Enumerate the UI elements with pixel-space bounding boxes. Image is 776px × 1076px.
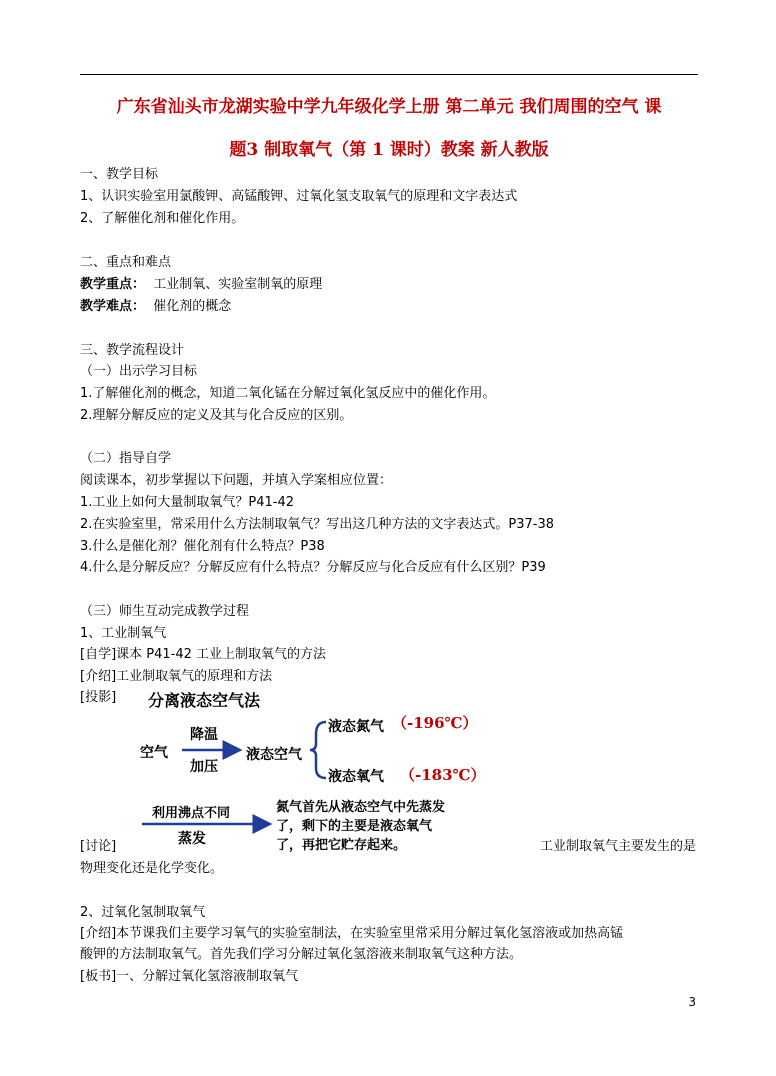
document-title-line1: 广东省汕头市龙湖实验中学九年级化学上册 第二单元 我们周围的空气 课: [116, 97, 662, 117]
liquid-oxygen-label: 液态氧气: [328, 769, 384, 785]
section1-heading: 一、教学目标: [80, 167, 159, 182]
section2-heading: 二、重点和难点: [80, 255, 172, 270]
part2-intro: 阅读课本，初步掌握以下问题，并填入学案相应位置：: [80, 473, 393, 488]
question-item-3: 3.什么是催化剂？催化剂有什么特点？P38: [80, 539, 325, 554]
document-title-line2: 题3 制取氧气（第 1 课时）教案 新人教版: [229, 140, 549, 160]
question-item-4: 4.什么是分解反应？分解反应有什么特点？分解反应与化合反应有什么区别？P39: [80, 560, 546, 575]
part3-sub1: 1、工业制氧气: [80, 626, 167, 641]
liquid-nitrogen-label: 液态氮气: [328, 719, 384, 735]
evaporate-label: 蒸发: [178, 831, 206, 847]
use-boiling-point-label: 利用沸点不同: [152, 806, 231, 821]
intro-line: [介绍]工业制取氧气的原理和方法: [80, 669, 273, 684]
diagram-title: 分离液态空气法: [148, 691, 261, 710]
pressurize-label: 加压: [190, 759, 218, 775]
key-point-row: [80, 276, 322, 294]
goal-item-1: 1.了解催化剂的概念，知道二氧化锰在分解过氧化氢反应中的催化作用。: [80, 386, 496, 401]
header-rule: [80, 74, 698, 75]
goal-item-2: 2.理解分解反应的定义及其与化合反应的区别。: [80, 408, 353, 423]
explanation-text: [276, 798, 445, 855]
explanation-line-3: 了，再把它贮存起来。: [276, 838, 407, 853]
objective-item-1: 1、认识实验室用氯酸钾、高锰酸钾、过氧化氢支取氧气的原理和文字表达式: [80, 189, 518, 204]
explanation-line-2: 了，剩下的主要是液态氧气: [276, 819, 433, 834]
board-line: [板书]一、分解过氧化氢溶液制取氧气: [80, 969, 299, 984]
discussion-tail: 工业制取氧气主要发生的是: [539, 839, 696, 854]
intro2-line2: 酸钾的方法制取氧气。首先我们学习分解过氧化氢溶液来制取氧气这种方法。: [80, 947, 523, 962]
nitrogen-temperature: （-196℃）: [392, 714, 478, 732]
split-brace: [310, 722, 326, 778]
part1-heading: （一）出示学习目标: [80, 364, 198, 379]
objective-item-2: 2、了解催化剂和催化作用。: [80, 211, 245, 226]
intro2-line1: [介绍]本节课我们主要学习氧气的实验室制法，在实验室里常采用分解过氧化氢溶液或加热高锰: [80, 926, 624, 941]
section3-heading: 三、教学流程设计: [80, 343, 185, 358]
cool-label: 降温: [190, 727, 218, 743]
oxygen-temperature: （-183℃）: [400, 766, 486, 784]
question-item-1: 1.工业上如何大量制取氧气？P41-42: [80, 495, 295, 510]
page-number: 3: [688, 995, 696, 1009]
difficulty-label: 教学难点：: [80, 299, 146, 314]
discussion-line2: 物理变化还是化学变化。: [80, 861, 224, 876]
projection-label: [投影]: [80, 690, 117, 705]
part2-heading: （二）指导自学: [80, 451, 172, 466]
air-label: 空气: [140, 745, 168, 761]
part3-sub2: 2、过氧化氢制取氧气: [80, 905, 206, 920]
key-point-label: 教学重点：: [80, 277, 146, 292]
liquid-air-diagram: [120, 684, 520, 854]
key-point-text: 工业制氧、实验室制氧的原理: [153, 277, 323, 292]
part3-heading: （三）师生互动完成教学过程: [80, 604, 250, 619]
difficulty-row: [80, 298, 231, 316]
difficulty-text: 催化剂的概念: [153, 299, 232, 314]
liquid-air-label: 液态空气: [246, 747, 302, 763]
question-item-2: 2.在实验室里，常采用什么方法制取氧气？写出这几种方法的文字表达式。P37-38: [80, 517, 555, 532]
explanation-line-1: 氮气首先从液态空气中先蒸发: [276, 800, 446, 815]
discussion-label: [讨论]: [80, 839, 117, 854]
self-study-line: [自学]课本 P41-42 工业上制取氧气的方法: [80, 647, 327, 662]
